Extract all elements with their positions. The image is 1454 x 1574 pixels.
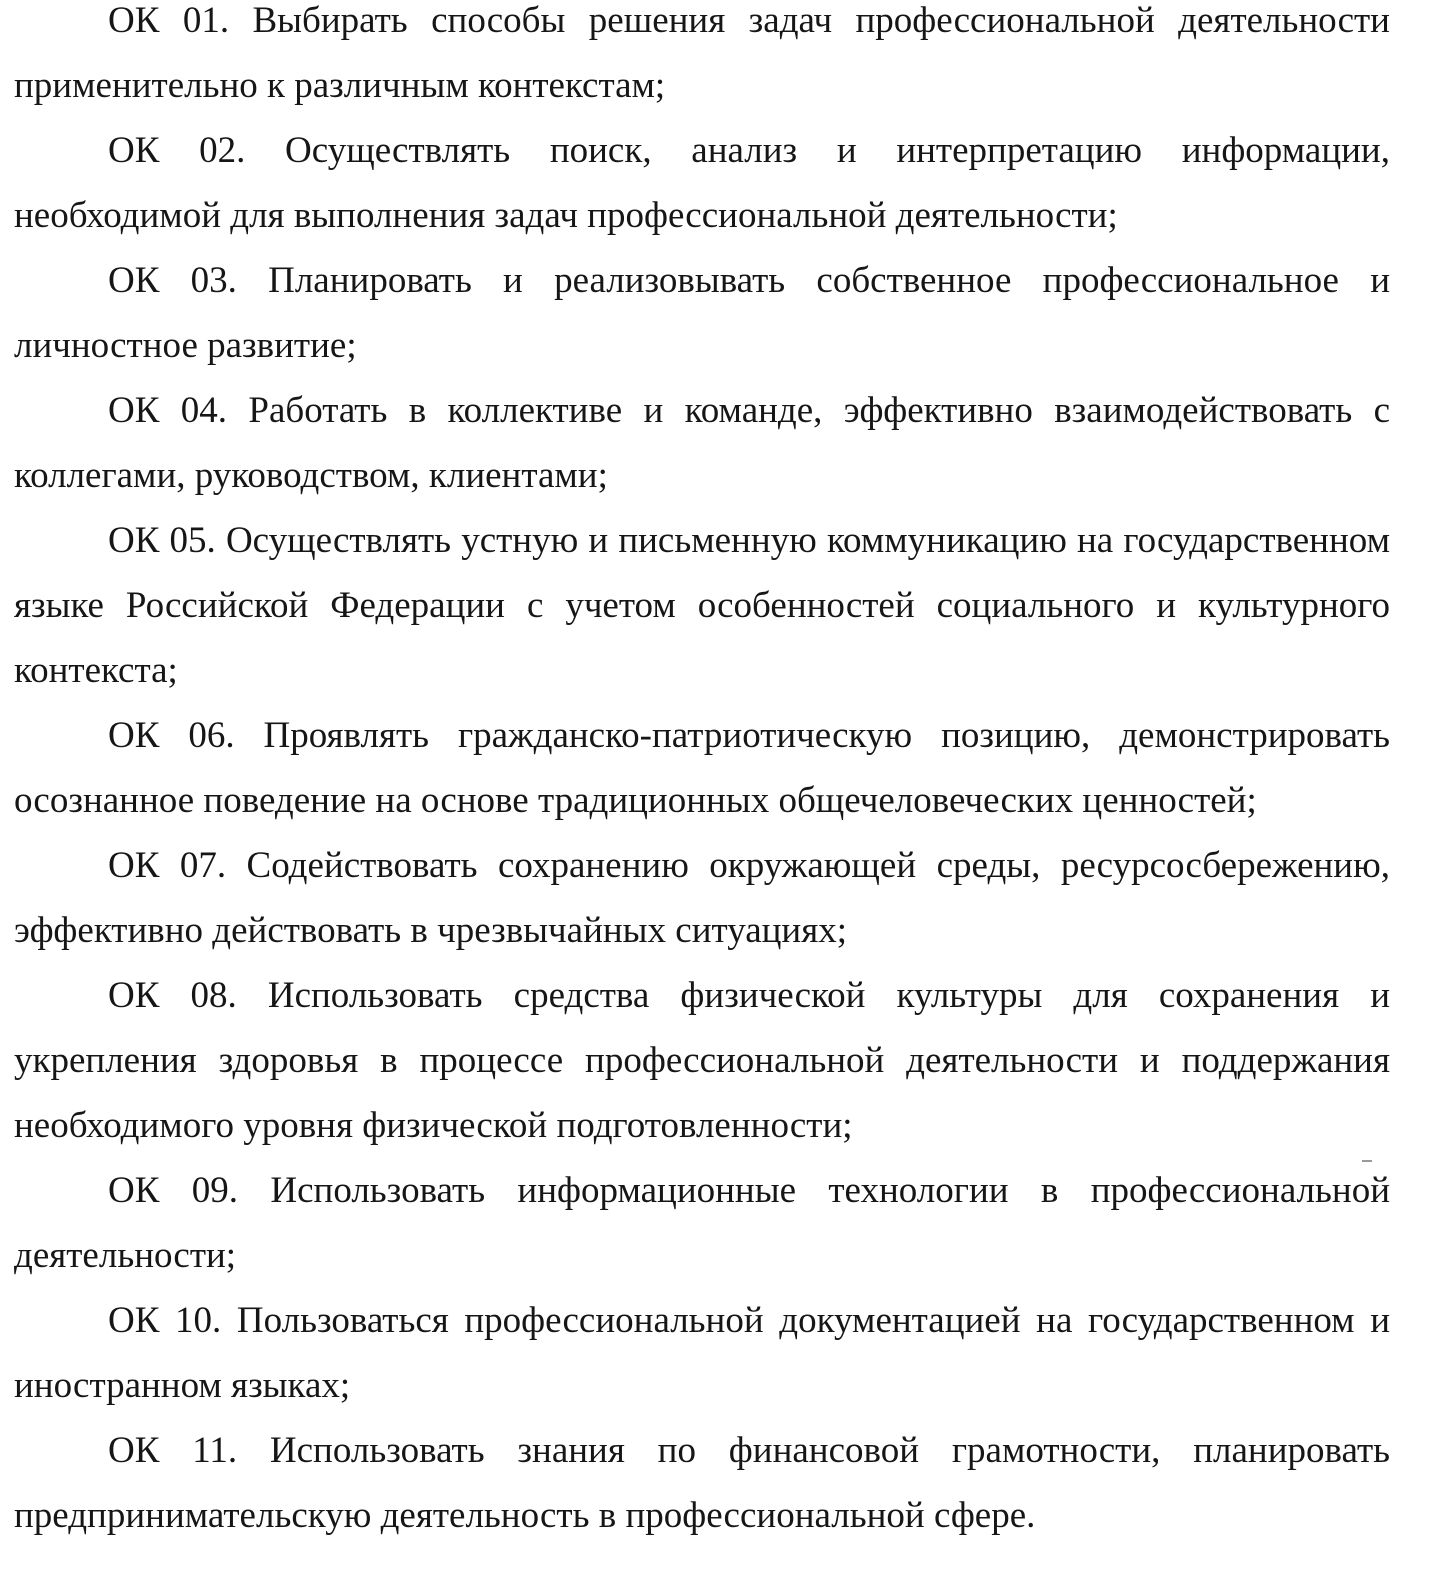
- competency-item-ok-10: ОК 10. Пользоваться профессиональной документацией на государственном и иностранном языках;: [14, 1300, 1390, 1406]
- competency-item-ok-07: ОК 07. Содействовать сохранению окружающей среды, ресурсосбережению, эффективно действовать в чрезвычайных ситуациях;: [14, 845, 1390, 951]
- scan-mark: [1362, 1160, 1372, 1162]
- competency-item-ok-02: ОК 02. Осуществлять поиск, анализ и интерпретацию информации, необходимой для выполнения задач профессиональной деятельности;: [14, 130, 1390, 236]
- competency-item-ok-01: ОК 01. Выбирать способы решения задач профессиональной деятельности применительно к различным контекстам;: [14, 0, 1390, 106]
- competency-list: [14, 0, 1390, 1548]
- competency-item-ok-05: ОК 05. Осуществлять устную и письменную коммуникацию на государственном языке Российской Федерации с учетом особенностей социального и культурного контекста;: [14, 520, 1390, 691]
- competency-item-ok-11: ОК 11. Использовать знания по финансовой грамотности, планировать предпринимательскую деятельность в профессиональной сфере.: [14, 1430, 1390, 1536]
- competency-item-ok-04: ОК 04. Работать в коллективе и команде, эффективно взаимодействовать с коллегами, руководством, клиентами;: [14, 390, 1390, 496]
- competency-item-ok-03: ОК 03. Планировать и реализовывать собственное профессиональное и личностное развитие;: [14, 260, 1390, 366]
- competency-item-ok-08: ОК 08. Использовать средства физической культуры для сохранения и укрепления здоровья в процессе профессиональной деятельности и поддержания необходимого уровня физической подготовленности;: [14, 975, 1390, 1146]
- competency-item-ok-09: ОК 09. Использовать информационные технологии в профессиональной деятельности;: [14, 1170, 1390, 1276]
- competency-item-ok-06: ОК 06. Проявлять гражданско-патриотическую позицию, демонстрировать осознанное поведение на основе традиционных общечеловеческих ценностей;: [14, 715, 1390, 821]
